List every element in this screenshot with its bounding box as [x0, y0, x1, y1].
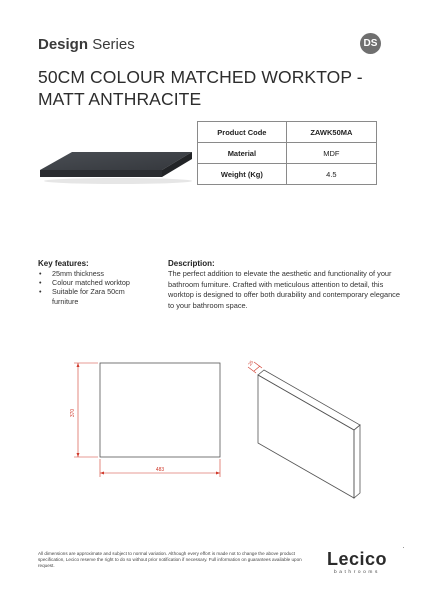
spec-row	[198, 164, 377, 185]
series-rest: Series	[92, 36, 135, 53]
spec-value: ZAWK50MA	[286, 122, 376, 143]
spec-label: Product Code	[198, 122, 287, 143]
spec-row	[198, 122, 377, 143]
brand-subtitle: bathrooms	[333, 570, 381, 575]
spec-table	[197, 121, 377, 185]
key-features-heading: Key features:	[38, 259, 89, 268]
description-text: The perfect addition to elevate the aesthetic and functionality of your bathroom furniture. Crafted with meticulous attention to detail, this worktop is designed to offer both durability and contemporary elegance to your bathroom space.	[168, 269, 400, 310]
series-heading	[38, 36, 135, 53]
series-bold: Design	[38, 36, 89, 53]
spec-label: Weight (Kg)	[198, 164, 287, 185]
front-view-outline	[100, 363, 220, 457]
lecico-logo	[322, 549, 392, 575]
feature-item: • 25mm thickness	[38, 269, 148, 278]
width-dimension-label: 483	[155, 467, 165, 473]
brand-name: Lecico	[326, 549, 388, 569]
thickness-dimension-label: 25	[247, 359, 255, 367]
spec-label: Material	[198, 143, 287, 164]
ds-logo-badge: DS	[360, 33, 381, 54]
key-features-list	[38, 269, 148, 306]
product-title-line2: MATT ANTHRACITE	[38, 89, 202, 109]
isometric-view-drawing	[238, 353, 368, 503]
isometric-outline	[258, 370, 360, 498]
front-view-drawing	[60, 355, 230, 485]
feature-item: • Suitable for Zara 50cm furniture	[38, 287, 148, 305]
dimension-lines	[74, 363, 220, 477]
spec-value: 4.5	[286, 164, 376, 185]
spec-value: MDF	[286, 143, 376, 164]
page-mark	[403, 547, 404, 548]
worktop-product-image	[36, 148, 196, 188]
depth-dimension-label: 370	[70, 408, 76, 418]
feature-item: • Colour matched worktop	[38, 278, 148, 287]
product-title	[38, 66, 398, 110]
spec-row	[198, 143, 377, 164]
disclaimer-text: All dimensions are approximate and subject to normal variation. Although every effort is made not to change the above product specification, Lecico reserve the right to do so without prior notification if necessary. Full information on guarantees available upon request.	[38, 551, 302, 568]
description-heading: Description:	[168, 259, 215, 268]
product-title-line1: 50CM COLOUR MATCHED WORKTOP -	[38, 67, 363, 87]
